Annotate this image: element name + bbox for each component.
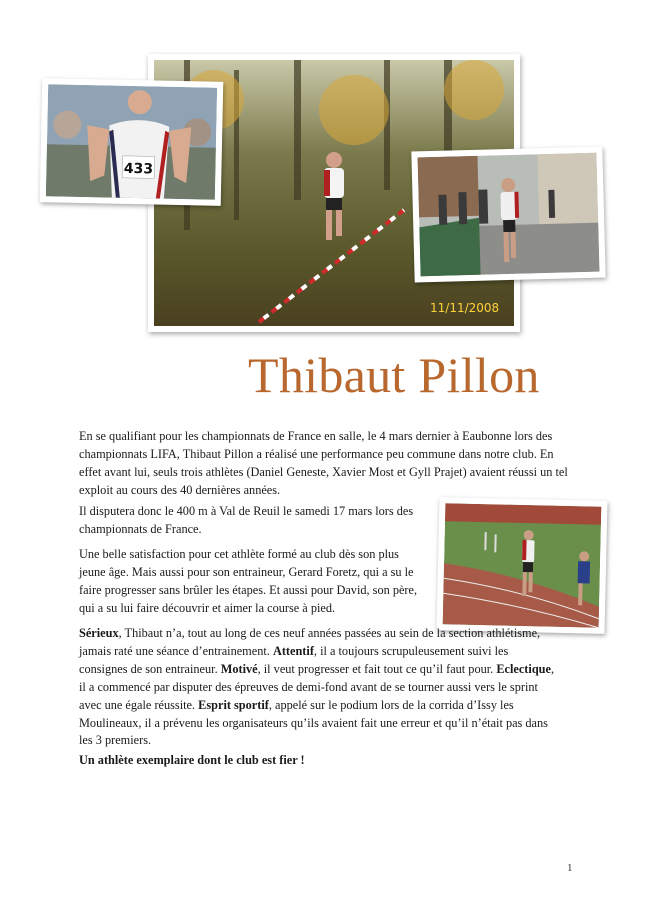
paragraph-qualities xyxy=(79,625,559,750)
photo-runner-bib xyxy=(40,78,224,206)
quality-motive: Motivé xyxy=(220,661,258,676)
photo-track-race-image xyxy=(443,503,602,628)
quality-attentif-text: , il a toujours scrupuleusement suivi les consignes de son entraineur. xyxy=(79,643,509,676)
quality-serieux: Sérieux xyxy=(79,626,119,640)
photo-street-race-image xyxy=(417,153,599,277)
date-stamp: 11/11/2008 xyxy=(430,301,500,315)
photo-track-race xyxy=(437,497,608,634)
paragraph-satisfaction: Une belle satisfaction pour cet athlète formé au club dès son plus jeune âge. Mais aussi pour son entraineur, Gerard Foretz, qui a su le faire progresser sans brûler les étapes. Et aussi pour David, son père, qui a su lui faire découvrir et aimer la course à pied. xyxy=(79,547,418,615)
paragraph-qualification: En se qualifiant pour les championnats de France en salle, le 4 mars dernier à Eaubonne lors des championnats LIFA, Thibaut Pillon a réalisé une performance peu commune dans notre club. En effet avant lui, seuls trois athlètes (Daniel Geneste, Xavier Most et Gyll Prajet) avaient réussi un tel exploit au cours des 40 dernières années. xyxy=(79,429,568,497)
page-title: Thibaut Pillon xyxy=(248,347,540,403)
quality-esprit-sportif: Esprit sportif xyxy=(198,697,269,712)
quality-attentif: Attentif xyxy=(272,643,314,658)
paragraph-conclusion: Un athlète exemplaire dont le club est fier ! xyxy=(79,753,305,767)
quality-eclectique-text: , il a commencé par disputer des épreuves de demi-fond avant de se tourner aussi vers le sprint avec une égale réussite. xyxy=(79,661,555,712)
quality-serieux-text: , Thibaut n’a, tout au long de ces neuf années passées au sein de la section athlétisme, jamais raté une séance d’entrainement. xyxy=(79,626,541,658)
page-number: 1 xyxy=(567,862,573,874)
quality-eclectique: Eclectique xyxy=(496,661,551,676)
bib-number: 433 xyxy=(123,160,154,178)
quality-esprit-sportif-text: , appelé sur le podium lors de la corrida d’Issy les Moulineaux, il a prévenu les organisateurs qu’ils avaient fait une erreur et qu’il n’était pas dans les 3 premiers. xyxy=(79,697,548,748)
photo-runner-bib-image xyxy=(46,84,217,200)
paragraph-val-de-reuil: Il disputera donc le 400 m à Val de Reuil le samedi 17 mars lors des championnats de France. xyxy=(79,504,414,536)
quality-motive-text: , il veut progresser et fait tout ce qu’il faut pour. xyxy=(257,661,497,676)
photo-street-race xyxy=(411,147,605,283)
